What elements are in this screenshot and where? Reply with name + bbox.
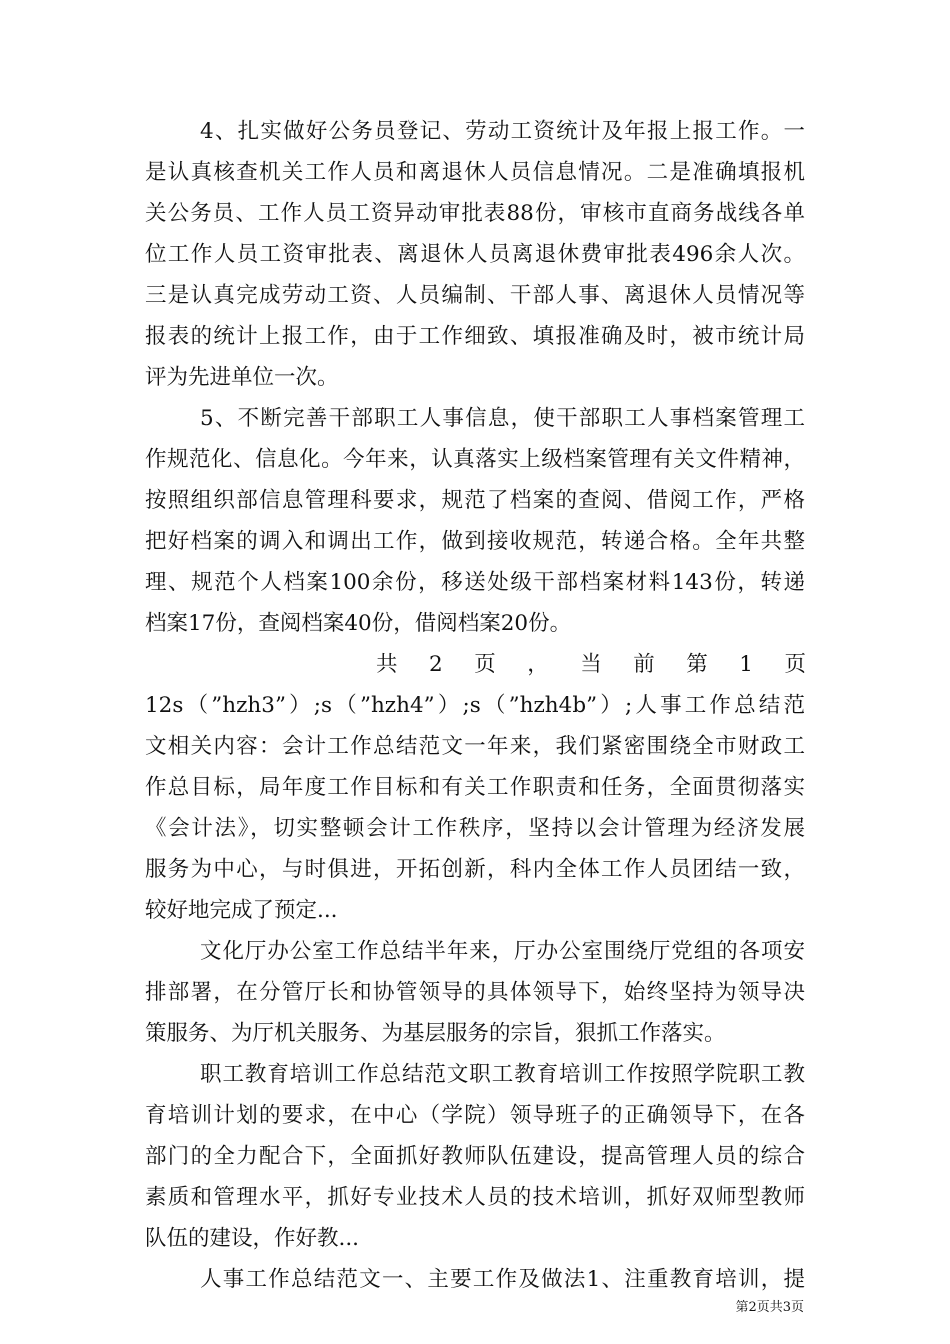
p1-line-6: 报表的统计上报工作，由于工作细致、填报准确及时，被市统计局 bbox=[145, 324, 805, 349]
p1-line-5: 三是认真完成劳动工资、人员编制、干部人事、离退休人员情况等 bbox=[145, 283, 805, 308]
page-counter-char: 当 bbox=[580, 652, 602, 677]
p2-line-4: 把好档案的调入和调出工作，做到接收规范，转递合格。全年共整 bbox=[145, 529, 805, 554]
page-counter-char: 页 bbox=[474, 652, 496, 677]
p1-line-1: 4、扎实做好公务员登记、劳动工资统计及年报上报工作。一 bbox=[200, 119, 805, 144]
p3-line-6: 较好地完成了预定... bbox=[145, 898, 338, 923]
p3-line-1: 12s（”hzh3”）;s（”hzh4”）;s（”hzh4b”）;人事工作总结范 bbox=[145, 693, 805, 718]
p2-line-2: 作规范化、信息化。今年来，认真落实上级档案管理有关文件精神， bbox=[145, 447, 805, 472]
p2-line-6: 档案17份，查阅档案40份，借阅档案20份。 bbox=[145, 611, 572, 636]
page-counter-char: 1 bbox=[739, 652, 753, 677]
page-counter-char: 2 bbox=[429, 652, 443, 677]
p5-line-5: 队伍的建设，作好教... bbox=[145, 1226, 360, 1251]
page-counter-char: 共 bbox=[376, 652, 398, 677]
page-counter-char: ， bbox=[527, 652, 549, 677]
p1-line-2: 是认真核查机关工作人员和离退休人员信息情况。二是准确填报机 bbox=[145, 160, 805, 185]
p1-line-7: 评为先进单位一次。 bbox=[145, 365, 339, 390]
page-counter-char: 第 bbox=[686, 652, 708, 677]
p2-line-3: 按照组织部信息管理科要求，规范了档案的查阅、借阅工作，严格 bbox=[145, 488, 805, 513]
p3-line-5: 服务为中心，与时俱进，开拓创新，科内全体工作人员团结一致， bbox=[145, 857, 805, 882]
p3-line-2: 文相关内容：会计工作总结范文一年来，我们紧密围绕全市财政工 bbox=[145, 734, 805, 759]
p6-line-1: 人事工作总结范文一、主要工作及做法1、注重教育培训，提 bbox=[200, 1267, 805, 1292]
page-footer: 第2页共3页 bbox=[735, 1300, 804, 1315]
p2-line-5: 理、规范个人档案100余份，移送处级干部档案材料143份，转递 bbox=[145, 570, 805, 595]
p1-line-4: 位工作人员工资审批表、离退休人员离退休费审批表496余人次。 bbox=[145, 242, 805, 267]
p4-line-1: 文化厅办公室工作总结半年来，厅办公室围绕厅党组的各项安 bbox=[200, 939, 805, 964]
p3-line-4: 《会计法》，切实整顿会计工作秩序，坚持以会计管理为经济发展 bbox=[145, 816, 805, 841]
p5-line-3: 部门的全力配合下，全面抓好教师队伍建设，提高管理人员的综合 bbox=[145, 1144, 805, 1169]
p4-line-2: 排部署，在分管厅长和协管领导的具体领导下，始终坚持为领导决 bbox=[145, 980, 805, 1005]
p5-line-2: 育培训计划的要求，在中心（学院）领导班子的正确领导下，在各 bbox=[145, 1103, 805, 1128]
page-counter-char: 前 bbox=[633, 652, 655, 677]
p2-line-1: 5、不断完善干部职工人事信息，使干部职工人事档案管理工 bbox=[200, 406, 805, 431]
p1-line-3: 关公务员、工作人员工资异动审批表88份，审核市直商务战线各单 bbox=[145, 201, 805, 226]
page-counter-char: 页 bbox=[784, 652, 806, 677]
page-counter bbox=[376, 650, 806, 680]
p3-line-3: 作总目标，局年度工作目标和有关工作职责和任务，全面贯彻落实 bbox=[145, 775, 805, 800]
p5-line-1: 职工教育培训工作总结范文职工教育培训工作按照学院职工教 bbox=[200, 1062, 805, 1087]
p5-line-4: 素质和管理水平，抓好专业技术人员的技术培训，抓好双师型教师 bbox=[145, 1185, 805, 1210]
p4-line-3: 策服务、为厅机关服务、为基层服务的宗旨，狠抓工作落实。 bbox=[145, 1021, 726, 1046]
